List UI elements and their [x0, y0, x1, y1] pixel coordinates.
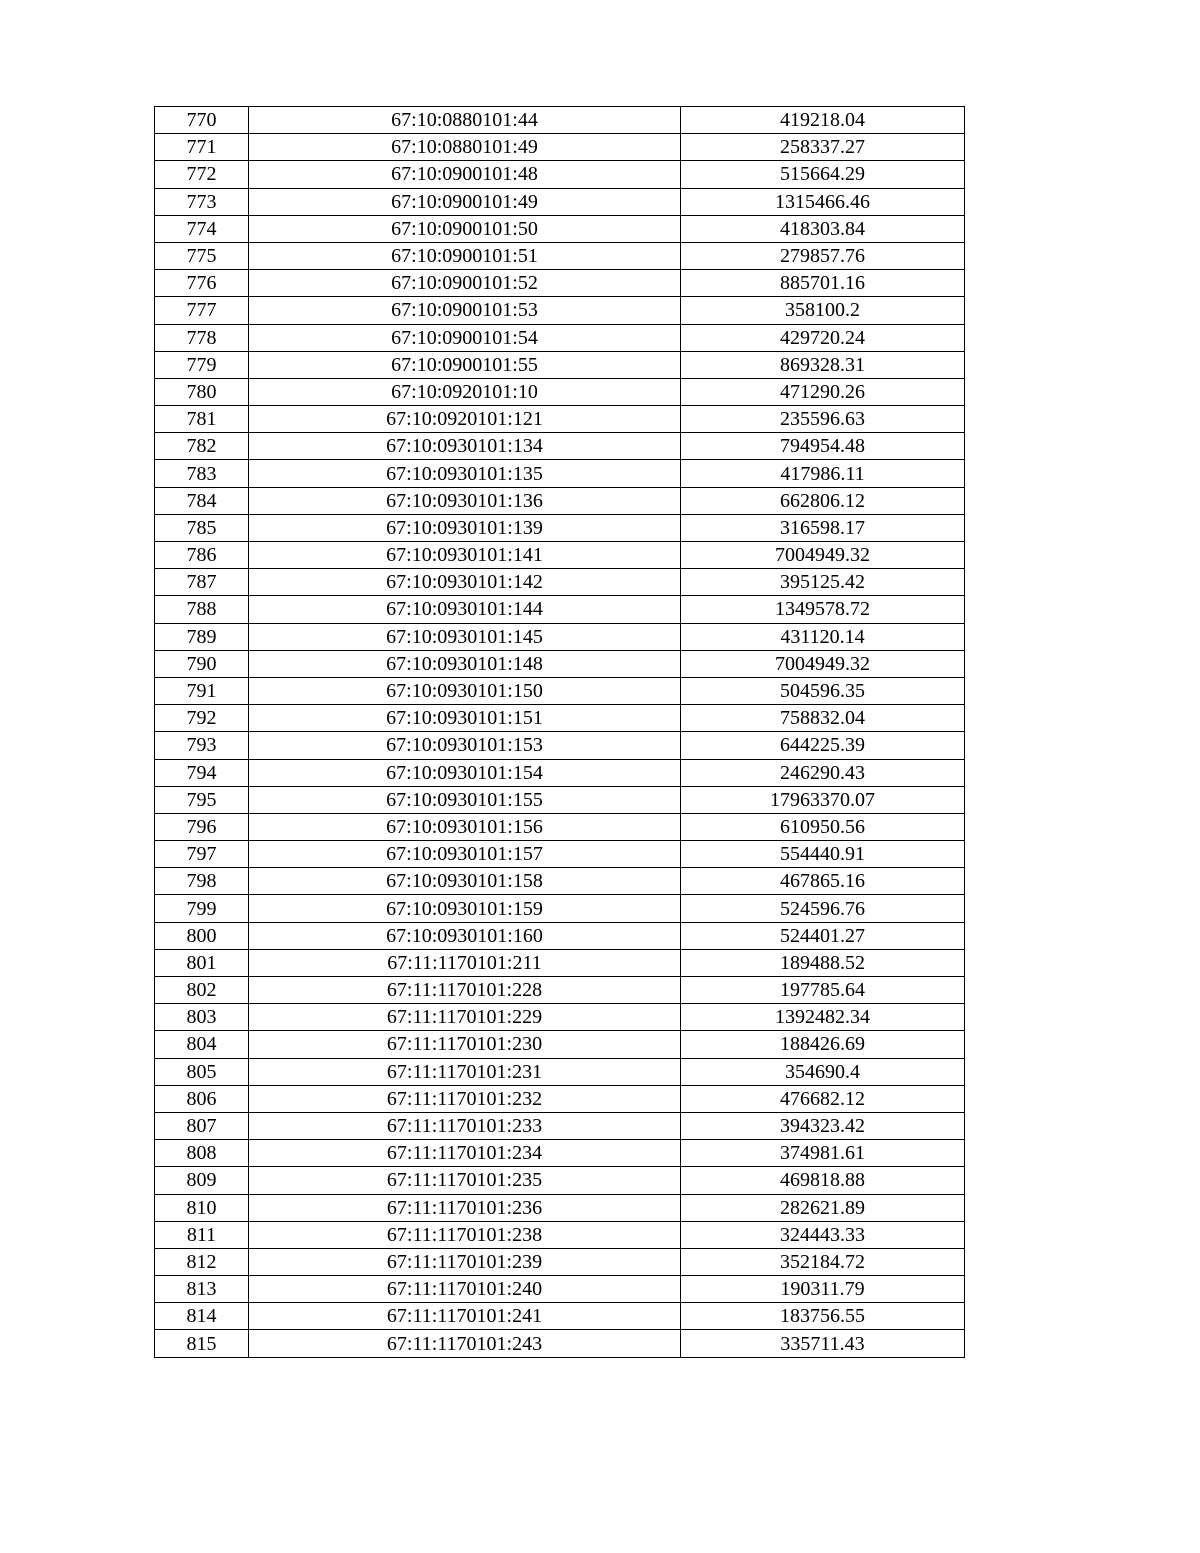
row-number-cell: 797	[155, 841, 249, 868]
value-cell: 419218.04	[681, 107, 965, 134]
value-cell: 431120.14	[681, 623, 965, 650]
cadastral-number-cell: 67:10:0920101:10	[249, 378, 681, 405]
row-number-cell: 790	[155, 650, 249, 677]
row-number-cell: 779	[155, 351, 249, 378]
value-cell: 1349578.72	[681, 596, 965, 623]
table-row	[155, 1031, 965, 1058]
cadastral-number-cell: 67:10:0930101:156	[249, 813, 681, 840]
cadastral-value-table	[154, 106, 965, 1358]
row-number-cell: 781	[155, 406, 249, 433]
cadastral-number-cell: 67:11:1170101:211	[249, 949, 681, 976]
value-cell: 524401.27	[681, 922, 965, 949]
table-row	[155, 297, 965, 324]
row-number-cell: 800	[155, 922, 249, 949]
cadastral-number-cell: 67:10:0930101:159	[249, 895, 681, 922]
row-number-cell: 784	[155, 487, 249, 514]
cadastral-number-cell: 67:10:0930101:139	[249, 514, 681, 541]
table-body	[155, 107, 965, 1358]
table-row	[155, 1248, 965, 1275]
row-number-cell: 806	[155, 1085, 249, 1112]
table-row	[155, 1058, 965, 1085]
value-cell: 476682.12	[681, 1085, 965, 1112]
cadastral-number-cell: 67:10:0930101:153	[249, 732, 681, 759]
table-row	[155, 242, 965, 269]
cadastral-number-cell: 67:11:1170101:230	[249, 1031, 681, 1058]
value-cell: 610950.56	[681, 813, 965, 840]
row-number-cell: 798	[155, 868, 249, 895]
cadastral-number-cell: 67:10:0930101:136	[249, 487, 681, 514]
cadastral-number-cell: 67:10:0930101:142	[249, 569, 681, 596]
value-cell: 183756.55	[681, 1303, 965, 1330]
row-number-cell: 815	[155, 1330, 249, 1357]
value-cell: 197785.64	[681, 977, 965, 1004]
row-number-cell: 791	[155, 677, 249, 704]
value-cell: 644225.39	[681, 732, 965, 759]
row-number-cell: 803	[155, 1004, 249, 1031]
value-cell: 524596.76	[681, 895, 965, 922]
cadastral-number-cell: 67:11:1170101:238	[249, 1221, 681, 1248]
row-number-cell: 802	[155, 977, 249, 1004]
table-row	[155, 542, 965, 569]
value-cell: 869328.31	[681, 351, 965, 378]
row-number-cell: 783	[155, 460, 249, 487]
cadastral-number-cell: 67:10:0900101:55	[249, 351, 681, 378]
value-cell: 394323.42	[681, 1112, 965, 1139]
cadastral-number-cell: 67:11:1170101:233	[249, 1112, 681, 1139]
cadastral-number-cell: 67:11:1170101:232	[249, 1085, 681, 1112]
value-cell: 554440.91	[681, 841, 965, 868]
table-row	[155, 1085, 965, 1112]
cadastral-number-cell: 67:11:1170101:236	[249, 1194, 681, 1221]
table-row	[155, 596, 965, 623]
table-row	[155, 895, 965, 922]
cadastral-number-cell: 67:10:0900101:52	[249, 270, 681, 297]
value-cell: 7004949.32	[681, 542, 965, 569]
cadastral-number-cell: 67:10:0900101:48	[249, 161, 681, 188]
value-cell: 352184.72	[681, 1248, 965, 1275]
table-row	[155, 107, 965, 134]
cadastral-number-cell: 67:11:1170101:231	[249, 1058, 681, 1085]
row-number-cell: 809	[155, 1167, 249, 1194]
row-number-cell: 792	[155, 705, 249, 732]
value-cell: 662806.12	[681, 487, 965, 514]
cadastral-number-cell: 67:10:0930101:154	[249, 759, 681, 786]
value-cell: 324443.33	[681, 1221, 965, 1248]
cadastral-number-cell: 67:10:0930101:134	[249, 433, 681, 460]
value-cell: 246290.43	[681, 759, 965, 786]
row-number-cell: 812	[155, 1248, 249, 1275]
value-cell: 885701.16	[681, 270, 965, 297]
value-cell: 17963370.07	[681, 786, 965, 813]
table-row	[155, 215, 965, 242]
row-number-cell: 795	[155, 786, 249, 813]
row-number-cell: 796	[155, 813, 249, 840]
table-row	[155, 487, 965, 514]
cadastral-number-cell: 67:10:0930101:150	[249, 677, 681, 704]
table-row	[155, 977, 965, 1004]
cadastral-number-cell: 67:10:0900101:50	[249, 215, 681, 242]
table-row	[155, 1221, 965, 1248]
cadastral-number-cell: 67:11:1170101:228	[249, 977, 681, 1004]
cadastral-number-cell: 67:10:0900101:49	[249, 188, 681, 215]
row-number-cell: 787	[155, 569, 249, 596]
cadastral-number-cell: 67:11:1170101:240	[249, 1276, 681, 1303]
row-number-cell: 811	[155, 1221, 249, 1248]
row-number-cell: 793	[155, 732, 249, 759]
value-cell: 374981.61	[681, 1140, 965, 1167]
cadastral-number-cell: 67:11:1170101:235	[249, 1167, 681, 1194]
table-row	[155, 732, 965, 759]
cadastral-number-cell: 67:10:0930101:148	[249, 650, 681, 677]
value-cell: 469818.88	[681, 1167, 965, 1194]
table-row	[155, 650, 965, 677]
cadastral-number-cell: 67:10:0920101:121	[249, 406, 681, 433]
value-cell: 190311.79	[681, 1276, 965, 1303]
cadastral-number-cell: 67:10:0930101:160	[249, 922, 681, 949]
cadastral-number-cell: 67:10:0930101:141	[249, 542, 681, 569]
row-number-cell: 782	[155, 433, 249, 460]
row-number-cell: 808	[155, 1140, 249, 1167]
cadastral-number-cell: 67:10:0880101:49	[249, 134, 681, 161]
cadastral-number-cell: 67:10:0900101:53	[249, 297, 681, 324]
table-row	[155, 841, 965, 868]
cadastral-number-cell: 67:11:1170101:241	[249, 1303, 681, 1330]
value-cell: 467865.16	[681, 868, 965, 895]
table-row	[155, 1303, 965, 1330]
value-cell: 335711.43	[681, 1330, 965, 1357]
value-cell: 279857.76	[681, 242, 965, 269]
table-row	[155, 813, 965, 840]
value-cell: 316598.17	[681, 514, 965, 541]
row-number-cell: 810	[155, 1194, 249, 1221]
table-row	[155, 134, 965, 161]
table-row	[155, 324, 965, 351]
table-row	[155, 460, 965, 487]
table-row	[155, 1140, 965, 1167]
cadastral-number-cell: 67:10:0930101:155	[249, 786, 681, 813]
cadastral-number-cell: 67:10:0930101:135	[249, 460, 681, 487]
row-number-cell: 780	[155, 378, 249, 405]
value-cell: 354690.4	[681, 1058, 965, 1085]
value-cell: 282621.89	[681, 1194, 965, 1221]
row-number-cell: 773	[155, 188, 249, 215]
value-cell: 7004949.32	[681, 650, 965, 677]
cadastral-number-cell: 67:11:1170101:243	[249, 1330, 681, 1357]
cadastral-number-cell: 67:11:1170101:234	[249, 1140, 681, 1167]
table-row	[155, 433, 965, 460]
cadastral-number-cell: 67:10:0900101:51	[249, 242, 681, 269]
cadastral-number-cell: 67:11:1170101:239	[249, 1248, 681, 1275]
value-cell: 417986.11	[681, 460, 965, 487]
value-cell: 1392482.34	[681, 1004, 965, 1031]
table-row	[155, 270, 965, 297]
row-number-cell: 805	[155, 1058, 249, 1085]
value-cell: 504596.35	[681, 677, 965, 704]
row-number-cell: 772	[155, 161, 249, 188]
table-row	[155, 1167, 965, 1194]
row-number-cell: 804	[155, 1031, 249, 1058]
table-row	[155, 1330, 965, 1357]
table-row	[155, 1112, 965, 1139]
row-number-cell: 775	[155, 242, 249, 269]
cadastral-number-cell: 67:10:0930101:145	[249, 623, 681, 650]
row-number-cell: 770	[155, 107, 249, 134]
table-row	[155, 514, 965, 541]
row-number-cell: 814	[155, 1303, 249, 1330]
cadastral-number-cell: 67:10:0930101:157	[249, 841, 681, 868]
cadastral-number-cell: 67:11:1170101:229	[249, 1004, 681, 1031]
table-row	[155, 161, 965, 188]
table-row	[155, 1276, 965, 1303]
cadastral-number-cell: 67:10:0930101:158	[249, 868, 681, 895]
table-row	[155, 569, 965, 596]
row-number-cell: 771	[155, 134, 249, 161]
cadastral-number-cell: 67:10:0900101:54	[249, 324, 681, 351]
value-cell: 418303.84	[681, 215, 965, 242]
value-cell: 1315466.46	[681, 188, 965, 215]
row-number-cell: 776	[155, 270, 249, 297]
row-number-cell: 777	[155, 297, 249, 324]
row-number-cell: 788	[155, 596, 249, 623]
value-cell: 758832.04	[681, 705, 965, 732]
table-row	[155, 677, 965, 704]
table-row	[155, 949, 965, 976]
value-cell: 235596.63	[681, 406, 965, 433]
table-row	[155, 351, 965, 378]
table-row	[155, 188, 965, 215]
row-number-cell: 774	[155, 215, 249, 242]
row-number-cell: 794	[155, 759, 249, 786]
cadastral-number-cell: 67:10:0930101:144	[249, 596, 681, 623]
row-number-cell: 786	[155, 542, 249, 569]
row-number-cell: 778	[155, 324, 249, 351]
table-row	[155, 759, 965, 786]
table-row	[155, 868, 965, 895]
value-cell: 794954.48	[681, 433, 965, 460]
value-cell: 515664.29	[681, 161, 965, 188]
row-number-cell: 807	[155, 1112, 249, 1139]
row-number-cell: 799	[155, 895, 249, 922]
table-row	[155, 1004, 965, 1031]
value-cell: 358100.2	[681, 297, 965, 324]
table-row	[155, 406, 965, 433]
table-row	[155, 922, 965, 949]
row-number-cell: 801	[155, 949, 249, 976]
row-number-cell: 789	[155, 623, 249, 650]
cadastral-number-cell: 67:10:0930101:151	[249, 705, 681, 732]
row-number-cell: 785	[155, 514, 249, 541]
table-row	[155, 378, 965, 405]
cadastral-number-cell: 67:10:0880101:44	[249, 107, 681, 134]
value-cell: 189488.52	[681, 949, 965, 976]
value-cell: 471290.26	[681, 378, 965, 405]
value-cell: 395125.42	[681, 569, 965, 596]
value-cell: 429720.24	[681, 324, 965, 351]
value-cell: 258337.27	[681, 134, 965, 161]
value-cell: 188426.69	[681, 1031, 965, 1058]
row-number-cell: 813	[155, 1276, 249, 1303]
table-row	[155, 786, 965, 813]
table-row	[155, 705, 965, 732]
table-row	[155, 1194, 965, 1221]
table-row	[155, 623, 965, 650]
